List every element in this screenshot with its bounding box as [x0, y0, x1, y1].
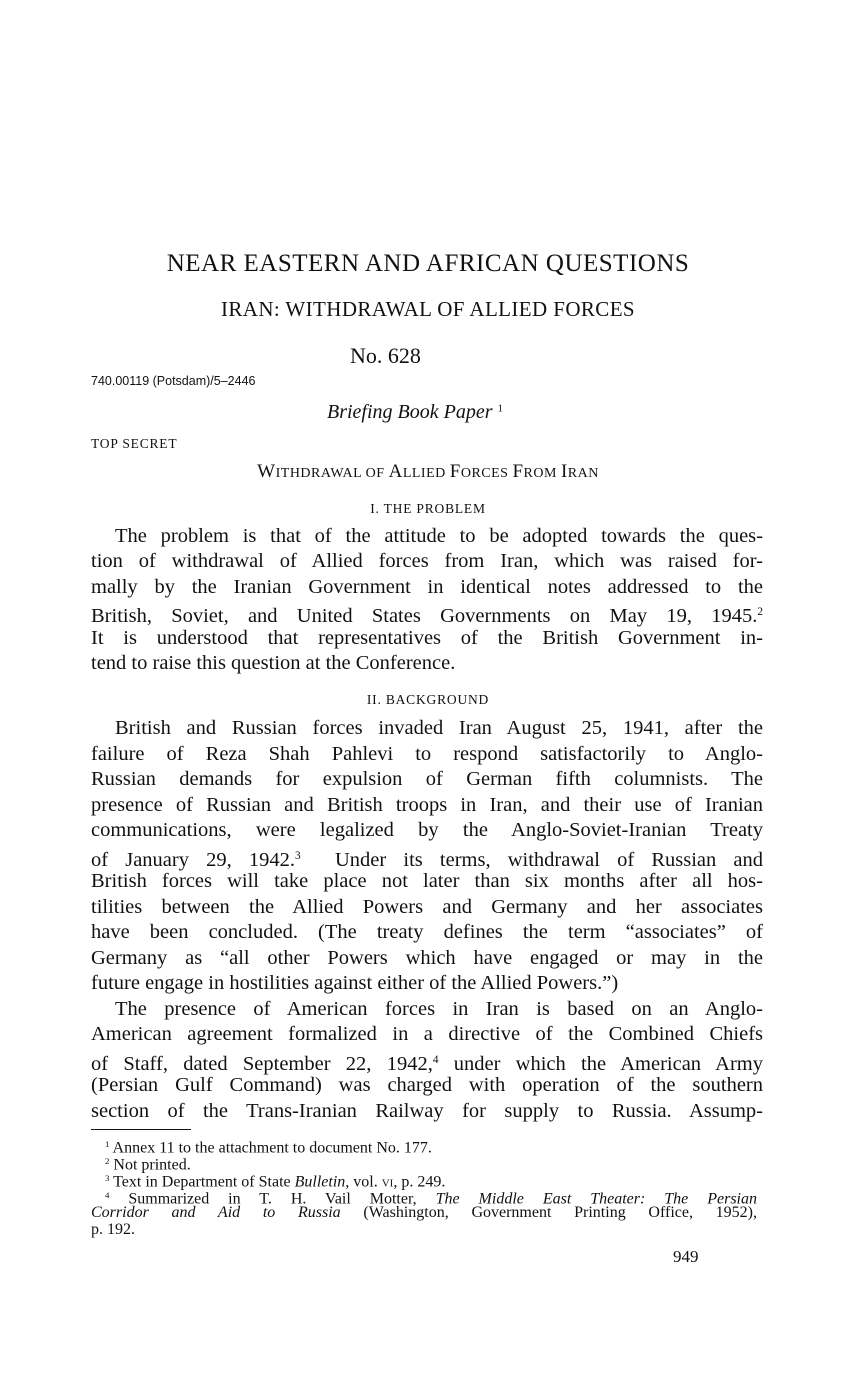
- line-text: Under its terms, withdrawal of Russian and: [300, 848, 763, 871]
- footnote-text: Not printed.: [113, 1156, 191, 1174]
- title-part: ITHDRAWAL OF: [275, 466, 389, 481]
- title-part: W: [257, 461, 276, 482]
- paragraph-line: failure of Reza Shah Pahlevi to respond satisfactorily to Anglo-: [91, 743, 763, 765]
- footnote-volume: vi: [381, 1173, 394, 1191]
- paragraph-line: have been concluded. (The treaty defines the term “associates” of: [91, 921, 763, 943]
- footnote-text: Summarized in T. H. Vail Motter,: [128, 1190, 436, 1208]
- paragraph-line: (Persian Gulf Command) was charged with operation of the southern: [91, 1074, 763, 1096]
- footnote-text: , p. 249.: [393, 1173, 446, 1191]
- document-type: [327, 401, 503, 424]
- paper-title: [0, 461, 856, 483]
- footnote-rule: [91, 1129, 191, 1130]
- paragraph-line: The problem is that of the attitude to be adopted towards the ques-: [115, 525, 763, 547]
- title-part: F: [512, 461, 524, 482]
- chapter-heading: NEAR EASTERN AND AFRICAN QUESTIONS: [166, 250, 690, 277]
- paragraph-line: American agreement formalized in a directive of the Combined Chiefs: [91, 1023, 763, 1045]
- paragraph-line: [91, 1048, 763, 1076]
- footnote-text: (Washington, Government Printing Office, 1952),: [340, 1204, 758, 1221]
- paragraph-line: presence of Russian and British troops in Iran, and their use of Iranian: [91, 794, 763, 816]
- topic-heading: IRAN: WITHDRAWAL OF ALLIED FORCES: [220, 297, 635, 321]
- document-number: No. 628: [350, 343, 421, 368]
- title-part: ORCES: [460, 466, 513, 481]
- footnote-text: Text in Department of State: [113, 1173, 295, 1191]
- footnote-text-italic: Corridor and Aid to Russia: [91, 1204, 341, 1221]
- footnote-4-continued: [91, 1204, 757, 1221]
- file-reference: 740.00119 (Potsdam)/5–2446: [91, 374, 256, 388]
- paragraph-line: section of the Trans-Iranian Railway for supply to Russia. Assump-: [91, 1100, 763, 1122]
- footnote-ref-3: 3: [295, 850, 301, 862]
- footnote-ref-4: 4: [432, 1054, 439, 1066]
- footnote-mark: 4: [105, 1190, 110, 1200]
- title-part: LLIED: [402, 466, 450, 481]
- footnote-ref-1: 1: [497, 402, 504, 415]
- paragraph-line: British forces will take place not later than six months after all hos-: [91, 870, 763, 892]
- section-heading-background: II. BACKGROUND: [366, 692, 490, 707]
- document-type-label: Briefing Book Paper: [327, 401, 493, 423]
- footnote-text-italic: The Middle East Theater: The Persian: [435, 1190, 757, 1208]
- title-part: ROM: [523, 466, 561, 481]
- line-text: under which the American Army: [438, 1052, 763, 1075]
- classification-marking: TOP SECRET: [91, 436, 178, 451]
- line-text: British, Soviet, and United States Governments on May 19, 1945.: [91, 604, 758, 627]
- paragraph-line: tend to raise this question at the Conference.: [91, 652, 456, 674]
- paragraph-line: [91, 600, 763, 628]
- footnote-ref-2: 2: [757, 606, 763, 618]
- paragraph-line: mally by the Iranian Government in identical notes addressed to the: [91, 576, 763, 598]
- paragraph-line: The presence of American forces in Iran is based on an Anglo-: [115, 998, 763, 1020]
- paragraph-line: communications, were legalized by the Anglo-Soviet-Iranian Treaty: [91, 819, 763, 841]
- title-part: F: [449, 461, 461, 482]
- title-part: RAN: [567, 466, 599, 481]
- title-part: I: [560, 461, 568, 482]
- paragraph-line: It is understood that representatives of the British Government in-: [91, 627, 763, 649]
- paragraph-line: Russian demands for expulsion of German fifth columnists. The: [91, 768, 763, 790]
- footnote-text: vol.: [349, 1173, 382, 1191]
- footnote-text-italic: Bulletin,: [294, 1173, 350, 1191]
- footnote-mark: 3: [105, 1173, 110, 1183]
- section-heading-problem: I. THE PROBLEM: [370, 501, 486, 516]
- paragraph-line: British and Russian forces invaded Iran August 25, 1941, after the: [115, 717, 763, 739]
- line-text: of Staff, dated September 22, 1942,: [91, 1052, 433, 1075]
- page-number: 949: [673, 1247, 699, 1266]
- line-text: of January 29, 1942.: [91, 848, 296, 871]
- paragraph-line: Germany as “all other Powers which have engaged or may in the: [91, 947, 763, 969]
- footnote-mark: 2: [105, 1156, 110, 1166]
- paragraph-line: tion of withdrawal of Allied forces from Iran, which was raised for-: [91, 550, 763, 572]
- paragraph-line: [91, 844, 763, 872]
- title-part: A: [388, 461, 403, 482]
- footnote-mark: 1: [105, 1139, 110, 1149]
- footnote-text: Annex 11 to the attachment to document No. 177.: [112, 1139, 432, 1157]
- paragraph-line: tilities between the Allied Powers and Germany and her associates: [91, 896, 763, 918]
- footnote-4-end: p. 192.: [91, 1221, 135, 1238]
- paragraph-line: future engage in hostilities against either of the Allied Powers.”): [91, 972, 619, 994]
